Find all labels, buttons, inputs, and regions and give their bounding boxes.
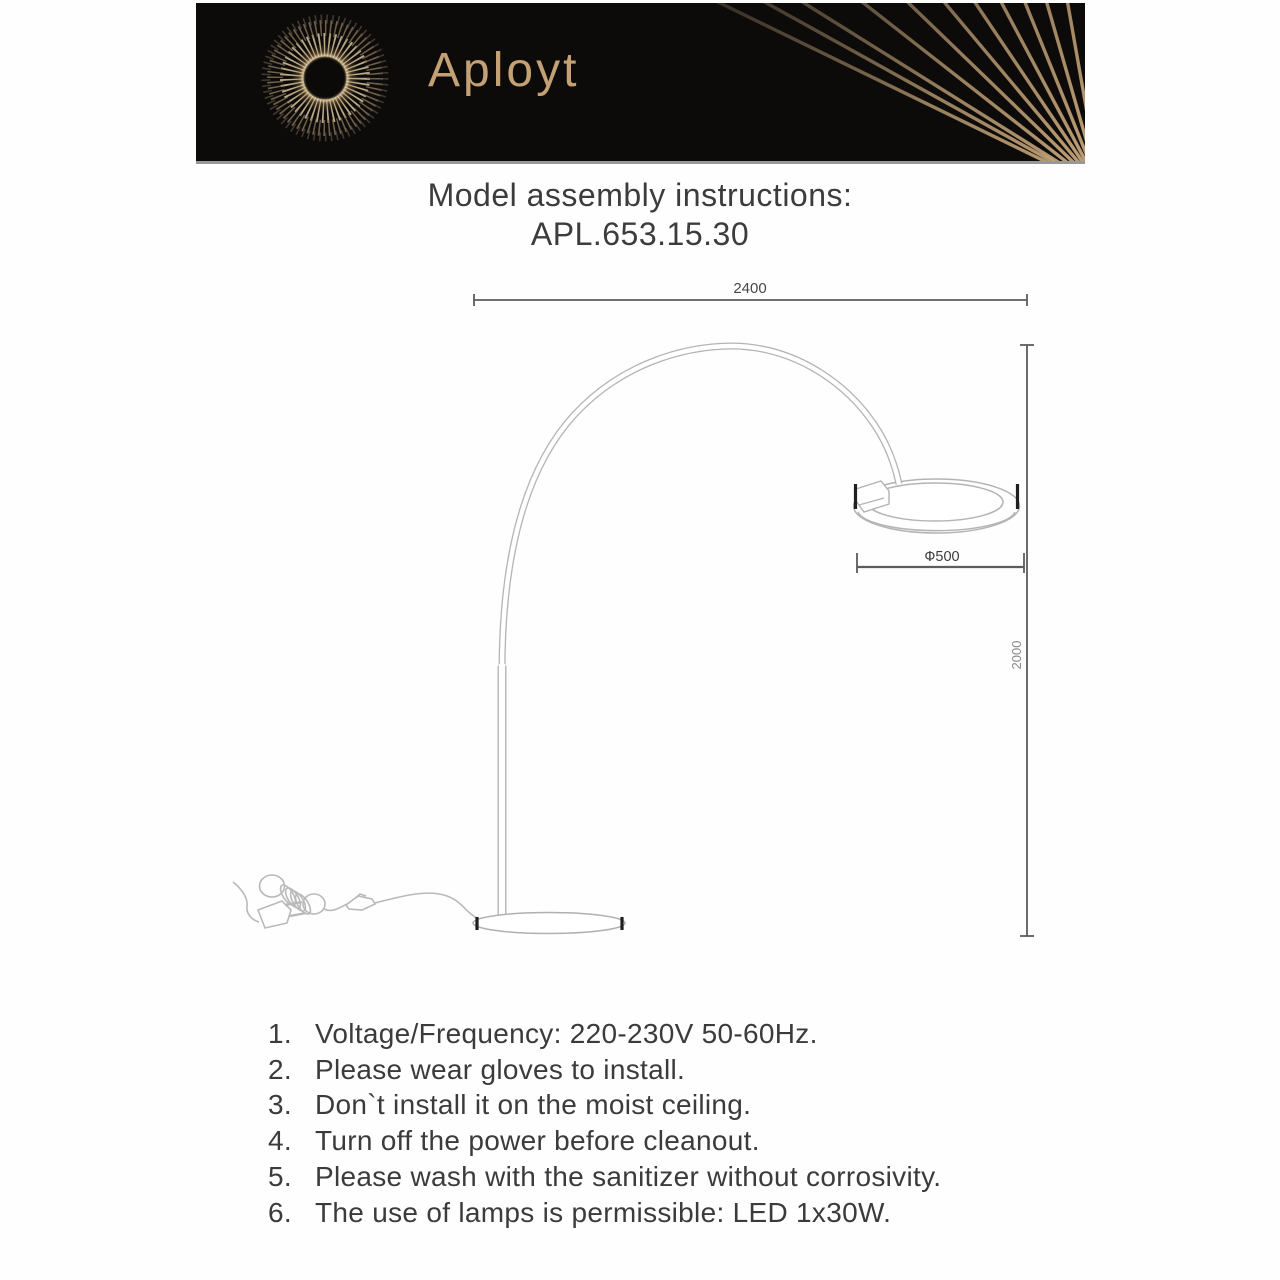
dim-height-label: 2000: [1009, 640, 1024, 670]
item-number: 1.: [268, 1018, 292, 1049]
list-item: [252, 1123, 1112, 1159]
item-text: Please wear gloves to install.: [315, 1053, 686, 1085]
item-text: The use of lamps is permissible: LED 1x30W.: [315, 1196, 892, 1228]
item-number: 3.: [268, 1089, 292, 1121]
list-item: [252, 1087, 1112, 1123]
list-item: [252, 1052, 1112, 1088]
instruction-list: [252, 1016, 1112, 1230]
list-item: [252, 1159, 1112, 1195]
item-text: Voltage/Frequency: 220-230V 50-60Hz.: [315, 1018, 818, 1049]
list-item: [252, 1195, 1112, 1231]
brand-name: Aployt: [428, 44, 580, 97]
model-code: APL.653.15.30: [530, 216, 750, 252]
dim-diameter-label: Ф500: [924, 549, 960, 565]
inline-switch-icon: [346, 896, 375, 910]
lamp-arc: [502, 346, 899, 672]
lamp-base: [473, 913, 625, 934]
dim-width-label: 2400: [733, 280, 767, 297]
item-number: 4.: [268, 1125, 292, 1157]
item-text: Turn off the power before cleanout.: [315, 1125, 760, 1157]
dimension-lines: [474, 294, 1034, 936]
page-title: Model assembly instructions:: [427, 177, 853, 213]
item-number: 6.: [268, 1196, 292, 1228]
power-cord: [233, 875, 477, 928]
item-text: Please wash with the sanitizer without corrosivity.: [315, 1160, 942, 1192]
item-number: 2.: [268, 1053, 292, 1085]
item-text: Don`t install it on the moist ceiling.: [315, 1089, 752, 1121]
list-item: [252, 1016, 1112, 1052]
item-number: 5.: [268, 1160, 292, 1192]
